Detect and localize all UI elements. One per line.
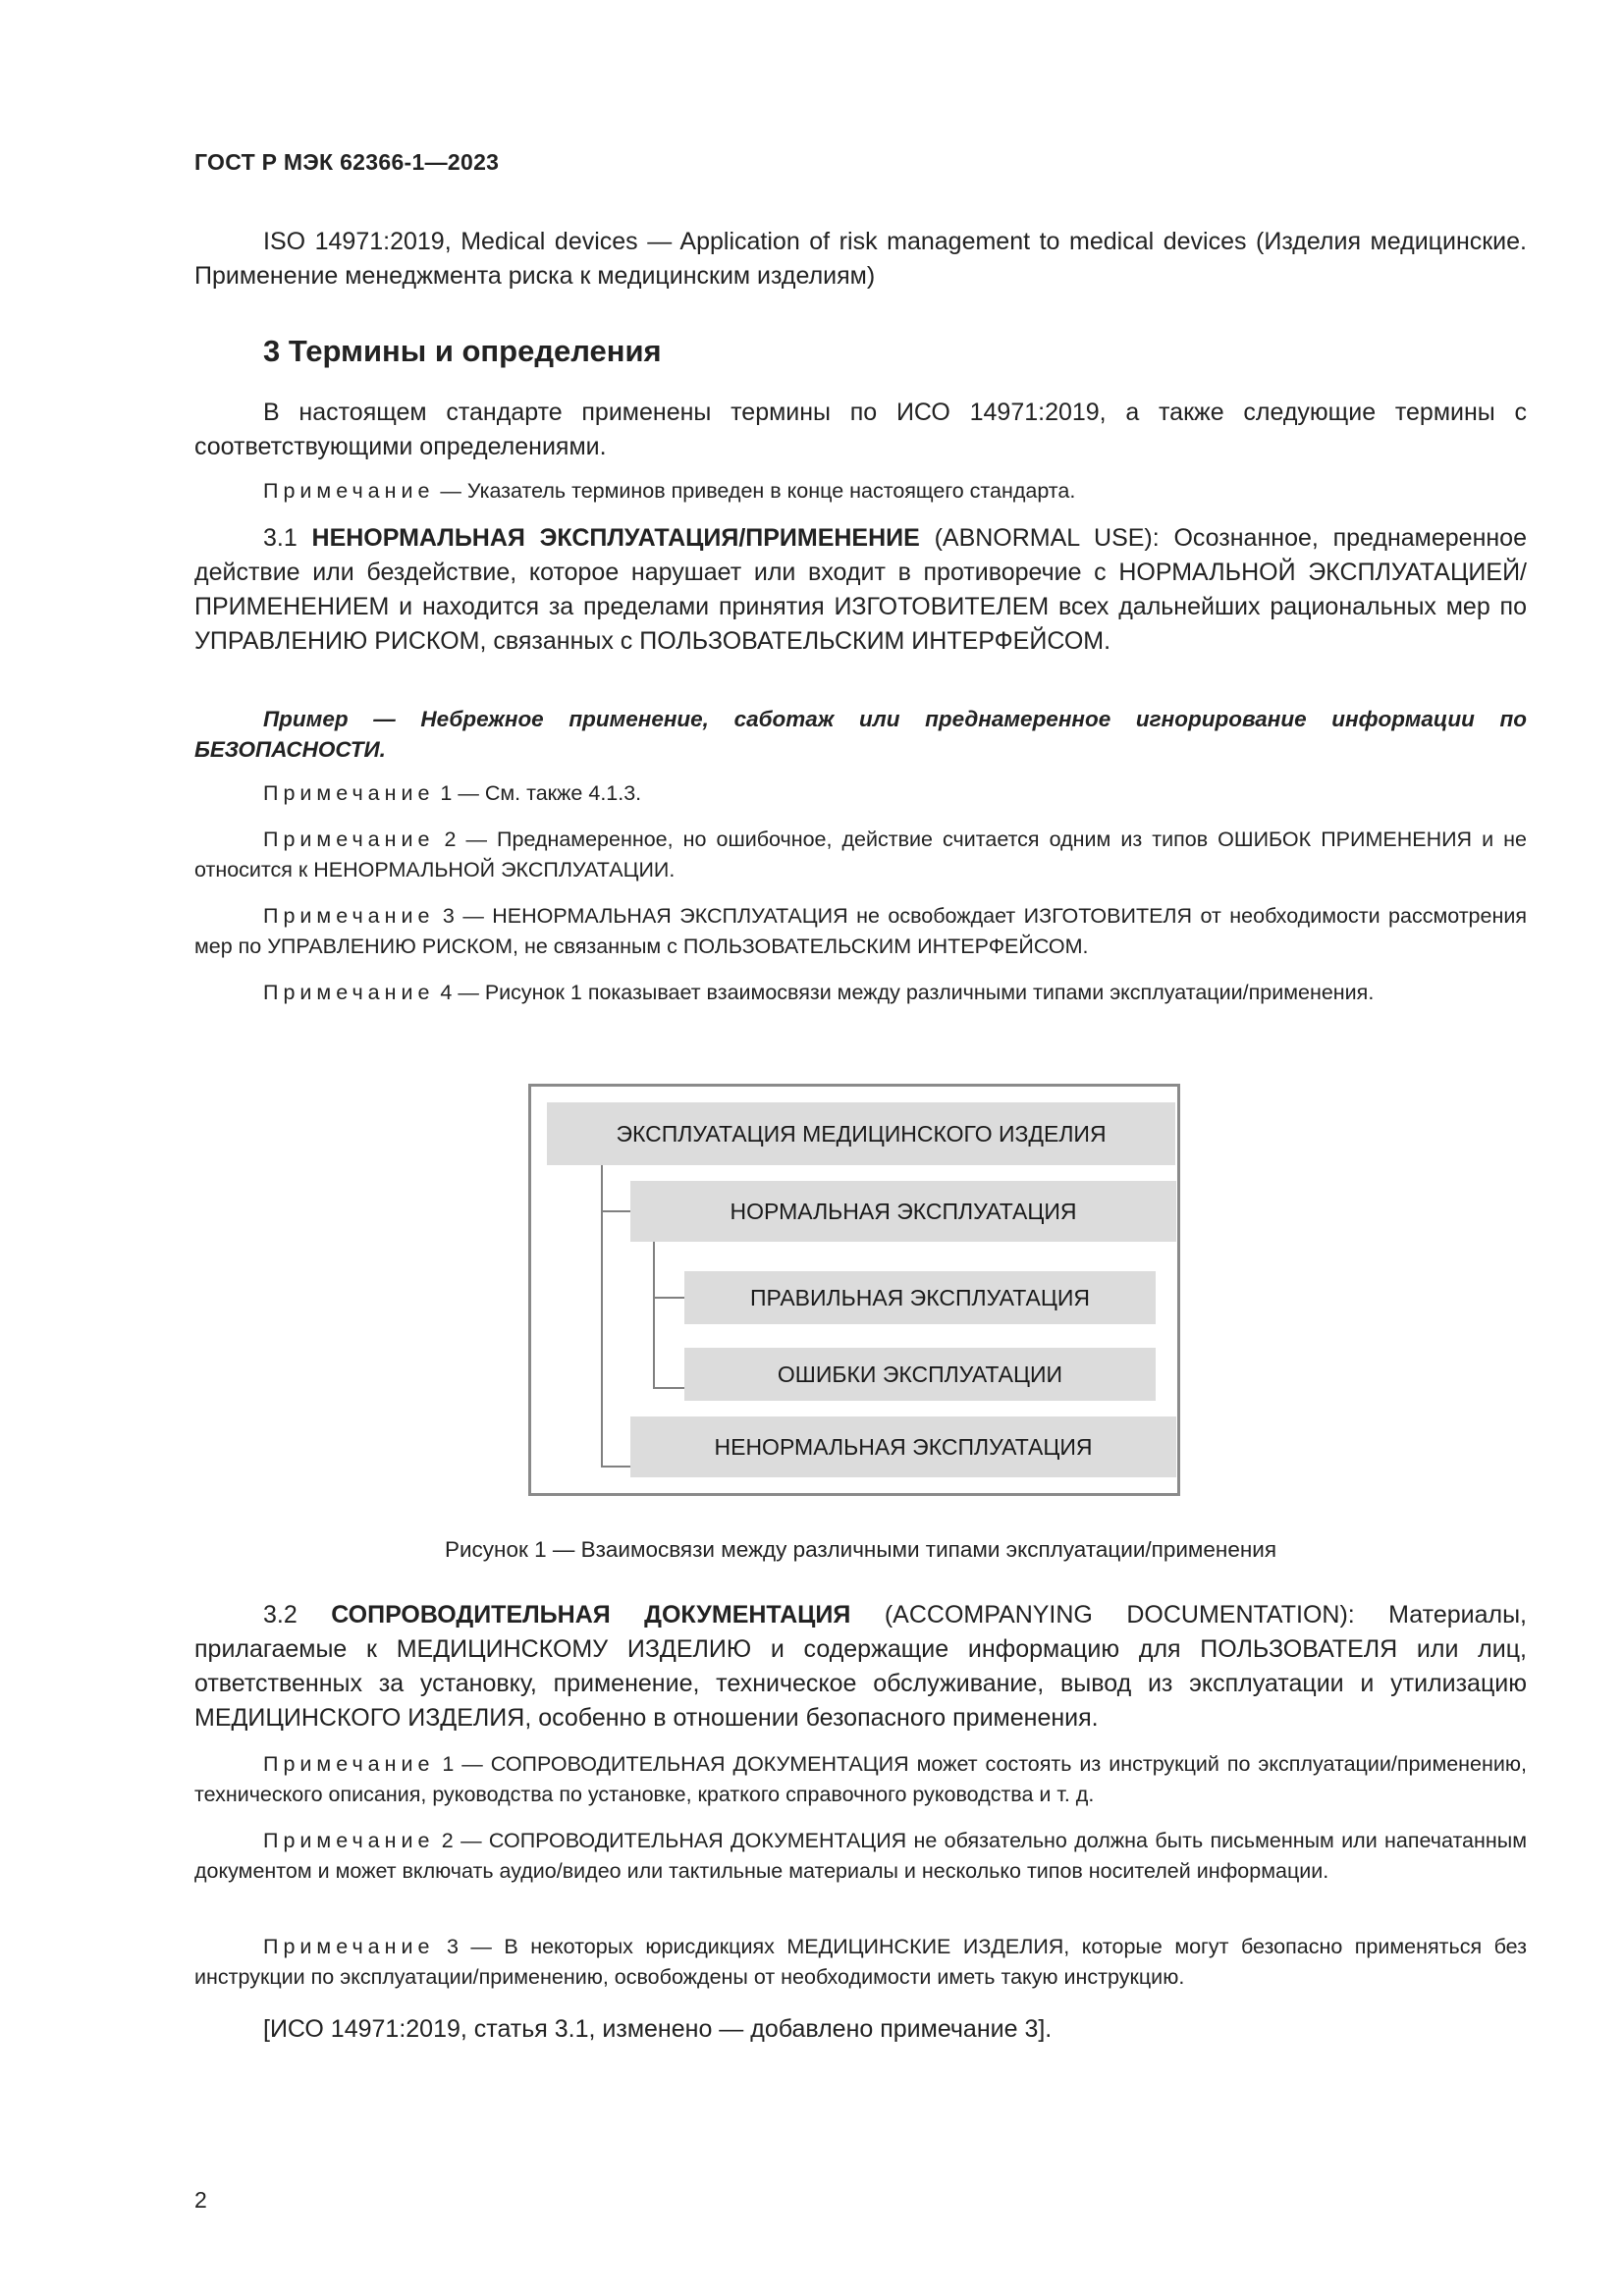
connector-normal-children: [653, 1242, 655, 1389]
figure-1-caption: Рисунок 1 — Взаимосвязи между различными типами эксплуатации/применения: [444, 1537, 1277, 1562]
note-text: 2 — СОПРОВОДИТЕЛЬНАЯ ДОКУМЕНТАЦИЯ не обязательно должна быть письменным или напечатанным документом и может включать аудио/видео или тактильные материалы и несколько типов носителей информации.: [194, 1829, 1527, 1883]
section-note: [194, 476, 1527, 507]
note-label: Примечание: [263, 1829, 435, 1852]
note-text: 1 — СОПРОВОДИТЕЛЬНАЯ ДОКУМЕНТАЦИЯ может состоять из инструкций по эксплуатации/применению, технического описания, руководства по установке, краткого справочного руководства и т. д.: [194, 1752, 1527, 1806]
connector-normal: [601, 1210, 630, 1212]
note-label: Примечание: [263, 904, 435, 928]
connector-abnormal: [601, 1466, 630, 1468]
connector-errors: [653, 1387, 684, 1389]
section-intro: В настоящем стандарте применены термины по ИСО 14971:2019, а также следующие термины с соответствующими определениями.: [194, 399, 1527, 460]
term-definition: (ACCOMPANYING DOCUMENTATION): Материалы, прилагаемые к МЕДИЦИНСКОМУ ИЗДЕЛИЮ и содержащие информацию для ПОЛЬЗОВАТЕЛЯ или лиц, ответственных за установку, применение, техническое обслуживание, вывод из эксплуатации и утилизацию МЕДИЦИНСКОГО ИЗДЕЛИЯ, особенно в отношении безопасного применения.: [194, 1601, 1527, 1732]
term-number: 3.2: [263, 1601, 332, 1629]
term-3-2-note-3: [194, 1932, 1527, 1993]
term-3-1-example: Пример — Небрежное применение, саботаж или преднамеренное игнорирование информации по БЕЗОПАСНОСТИ.: [194, 707, 1527, 762]
term-3-2-note-1: [194, 1749, 1527, 1810]
note-label: Примечание: [263, 1935, 435, 1958]
term-3-2-note-2: [194, 1826, 1527, 1887]
term-3-1-note-1: [194, 778, 1527, 809]
term-3-1-note-3: [194, 901, 1527, 962]
note-text: 3 — НЕНОРМАЛЬНАЯ ЭКСПЛУАТАЦИЯ не освобождает ИЗГОТОВИТЕЛЯ от необходимости рассмотрения мер по УПРАВЛЕНИЮ РИСКОМ, не связанным с ПОЛЬЗОВАТЕЛЬСКИМ ИНТЕРФЕЙСОМ.: [194, 904, 1527, 958]
note-text: 2 — Преднамеренное, но ошибочное, действие считается одним из типов ОШИБОК ПРИМЕНЕНИЯ и не относится к НЕНОРМАЛЬНОЙ ЭКСПЛУАТАЦИИ.: [194, 828, 1527, 881]
note-text: 1 — См. также 4.1.3.: [434, 781, 642, 805]
note-label: Примечание: [263, 1752, 435, 1776]
note-text: — Указатель терминов приведен в конце настоящего стандарта.: [434, 479, 1076, 503]
document-header: ГОСТ Р МЭК 62366-1—2023: [194, 149, 500, 175]
term-3-1-note-2: [194, 825, 1527, 885]
term-definition: (ABNORMAL USE): Осознанное, преднамеренное действие или бездействие, которое нарушает или входит в противоречие с НОРМАЛЬНОЙ ЭКСПЛУАТАЦИЕЙ/ПРИМЕНЕНИЕМ и находится за пределами принятия ИЗГОТОВИТЕЛЕМ всех дальнейших рациональных мер по УПРАВЛЕНИЮ РИСКОМ, связанных с ПОЛЬЗОВАТЕЛЬСКИМ ИНТЕРФЕЙСОМ.: [194, 524, 1527, 655]
term-3-2-definition: [194, 1598, 1527, 1735]
note-label: Примечание: [263, 781, 435, 805]
box-abnormal-use: НЕНОРМАЛЬНАЯ ЭКСПЛУАТАЦИЯ: [630, 1416, 1176, 1477]
term-3-1-definition: [194, 521, 1527, 659]
note-label: Примечание: [263, 479, 435, 503]
connector-correct: [653, 1297, 684, 1299]
term-3-1-note-4: [194, 978, 1527, 1008]
note-label: Примечание: [263, 828, 435, 851]
box-device-use: ЭКСПЛУАТАЦИЯ МЕДИЦИНСКОГО ИЗДЕЛИЯ: [547, 1102, 1175, 1165]
box-use-errors: ОШИБКИ ЭКСПЛУАТАЦИИ: [684, 1348, 1156, 1401]
term-name: СОПРОВОДИТЕЛЬНАЯ ДОКУМЕНТАЦИЯ: [331, 1601, 851, 1629]
term-3-2-source: [ИСО 14971:2019, статья 3.1, изменено — добавлено примечание 3].: [263, 2015, 1053, 2043]
note-text: 4 — Рисунок 1 показывает взаимосвязи между различными типами эксплуатации/применения.: [434, 981, 1375, 1004]
box-correct-use: ПРАВИЛЬНАЯ ЭКСПЛУАТАЦИЯ: [684, 1271, 1156, 1324]
note-label: Примечание: [263, 981, 435, 1004]
page-number: 2: [194, 2187, 207, 2213]
reference-paragraph: ISO 14971:2019, Medical devices — Application of risk management to medical devices (Изделия медицинские. Применение менеджмента риска к медицинским изделиям): [194, 228, 1527, 290]
term-number: 3.1: [263, 524, 312, 552]
section-title: 3 Термины и определения: [263, 334, 662, 368]
term-name: НЕНОРМАЛЬНАЯ ЭКСПЛУАТАЦИЯ/ПРИМЕНЕНИЕ: [311, 524, 920, 552]
box-normal-use: НОРМАЛЬНАЯ ЭКСПЛУАТАЦИЯ: [630, 1181, 1176, 1242]
figure-1-diagram: [528, 1084, 1180, 1496]
note-text: 3 — В некоторых юрисдикциях МЕДИЦИНСКИЕ ИЗДЕЛИЯ, которые могут безопасно применяться без инструкции по эксплуатации/применению, освобождены от необходимости иметь такую инструкцию.: [194, 1935, 1527, 1989]
